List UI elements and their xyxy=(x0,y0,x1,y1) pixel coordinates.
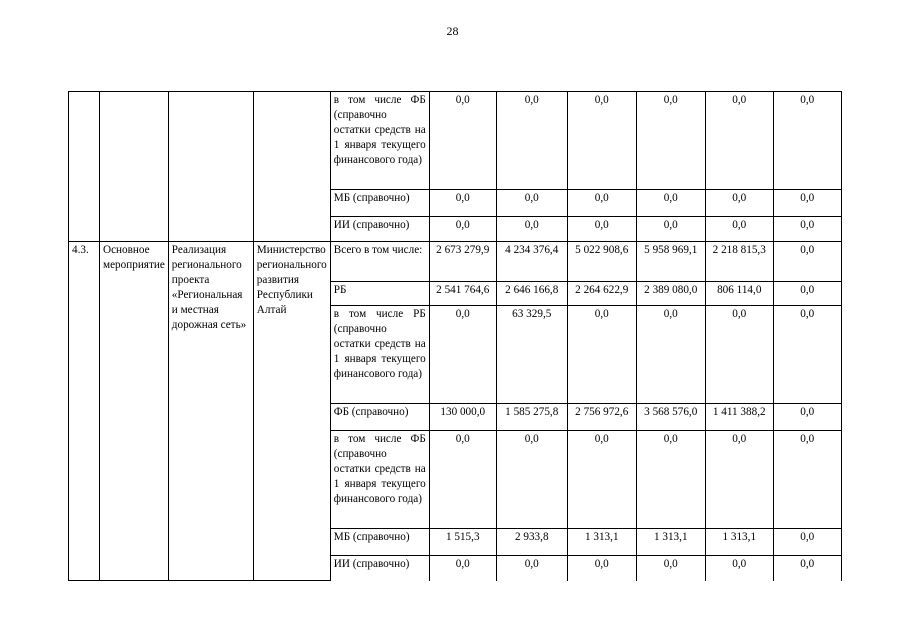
value-cell: 4 234 376,4 xyxy=(496,242,567,282)
source-label: в том числе РБ (справочно остатки средств на 1 января текущего финансового года) xyxy=(330,306,429,404)
value-cell: 0,0 xyxy=(496,92,567,190)
value-cell: 2 933,8 xyxy=(496,529,567,556)
budget-table xyxy=(68,91,842,581)
source-label: в том числе ФБ (справочно остатки средств на 1 января текущего финансового года) xyxy=(330,431,429,529)
value-cell: 0,0 xyxy=(705,217,773,242)
value-cell: 0,0 xyxy=(773,217,841,242)
value-cell: 1 515,3 xyxy=(429,529,496,556)
source-label: в том числе ФБ (справочно остатки средств на 1 января текущего финансового года) xyxy=(330,92,429,190)
value-cell: 0,0 xyxy=(636,190,705,217)
value-cell: 0,0 xyxy=(705,190,773,217)
value-cell: 0,0 xyxy=(429,306,496,404)
value-cell: 5 958 969,1 xyxy=(636,242,705,282)
value-cell: 0,0 xyxy=(567,556,636,581)
value-cell: 2 541 764,6 xyxy=(429,282,496,306)
value-cell: 0,0 xyxy=(705,431,773,529)
value-cell: 0,0 xyxy=(773,306,841,404)
value-cell: 0,0 xyxy=(567,190,636,217)
value-cell: 0,0 xyxy=(636,556,705,581)
value-cell: 0,0 xyxy=(567,217,636,242)
value-cell: 0,0 xyxy=(773,556,841,581)
table-row xyxy=(69,92,842,190)
cont-type-cell xyxy=(100,92,169,242)
value-cell: 1 313,1 xyxy=(567,529,636,556)
source-label: РБ xyxy=(330,282,429,306)
source-label: ФБ (справочно) xyxy=(330,404,429,431)
value-cell: 0,0 xyxy=(567,92,636,190)
value-cell: 0,0 xyxy=(636,306,705,404)
cont-name-cell xyxy=(168,92,253,242)
value-cell: 1 585 275,8 xyxy=(496,404,567,431)
value-cell: 2 756 972,6 xyxy=(567,404,636,431)
value-cell: 0,0 xyxy=(636,431,705,529)
table-row xyxy=(69,242,842,282)
value-cell: 0,0 xyxy=(636,217,705,242)
cont-number-cell xyxy=(69,92,100,242)
source-label: Всего в том числе: xyxy=(330,242,429,282)
value-cell: 63 329,5 xyxy=(496,306,567,404)
value-cell: 0,0 xyxy=(429,92,496,190)
item-type: Основное мероприятие xyxy=(100,242,169,581)
value-cell: 806 114,0 xyxy=(705,282,773,306)
source-label: МБ (справочно) xyxy=(330,190,429,217)
value-cell: 0,0 xyxy=(773,282,841,306)
value-cell: 2 646 166,8 xyxy=(496,282,567,306)
value-cell: 0,0 xyxy=(773,242,841,282)
value-cell: 0,0 xyxy=(567,431,636,529)
value-cell: 1 313,1 xyxy=(705,529,773,556)
value-cell: 0,0 xyxy=(429,431,496,529)
value-cell: 5 022 908,6 xyxy=(567,242,636,282)
value-cell: 0,0 xyxy=(429,190,496,217)
value-cell: 2 673 279,9 xyxy=(429,242,496,282)
item-name: Реализация регионального проекта «Региональная и местная дорожная сеть» xyxy=(168,242,253,581)
value-cell: 0,0 xyxy=(636,92,705,190)
value-cell: 0,0 xyxy=(496,431,567,529)
value-cell: 0,0 xyxy=(496,217,567,242)
value-cell: 0,0 xyxy=(429,217,496,242)
value-cell: 2 218 815,3 xyxy=(705,242,773,282)
value-cell: 1 411 388,2 xyxy=(705,404,773,431)
value-cell: 0,0 xyxy=(705,92,773,190)
page-number: 28 xyxy=(446,24,459,38)
value-cell: 0,0 xyxy=(773,529,841,556)
item-number: 4.3. xyxy=(69,242,100,581)
value-cell: 2 389 080,0 xyxy=(636,282,705,306)
source-label: ИИ (справочно) xyxy=(330,556,429,581)
cont-executor-cell xyxy=(253,92,330,242)
value-cell: 0,0 xyxy=(773,92,841,190)
value-cell: 3 568 576,0 xyxy=(636,404,705,431)
value-cell: 0,0 xyxy=(496,556,567,581)
source-label: МБ (справочно) xyxy=(330,529,429,556)
value-cell: 0,0 xyxy=(429,556,496,581)
value-cell: 0,0 xyxy=(705,556,773,581)
value-cell: 2 264 622,9 xyxy=(567,282,636,306)
value-cell: 0,0 xyxy=(496,190,567,217)
value-cell: 0,0 xyxy=(567,306,636,404)
value-cell: 0,0 xyxy=(773,404,841,431)
value-cell: 1 313,1 xyxy=(636,529,705,556)
item-executor: Министерство регионального развития Республики Алтай xyxy=(253,242,330,581)
value-cell: 0,0 xyxy=(773,190,841,217)
source-label: ИИ (справочно) xyxy=(330,217,429,242)
value-cell: 0,0 xyxy=(773,431,841,529)
value-cell: 130 000,0 xyxy=(429,404,496,431)
value-cell: 0,0 xyxy=(705,306,773,404)
